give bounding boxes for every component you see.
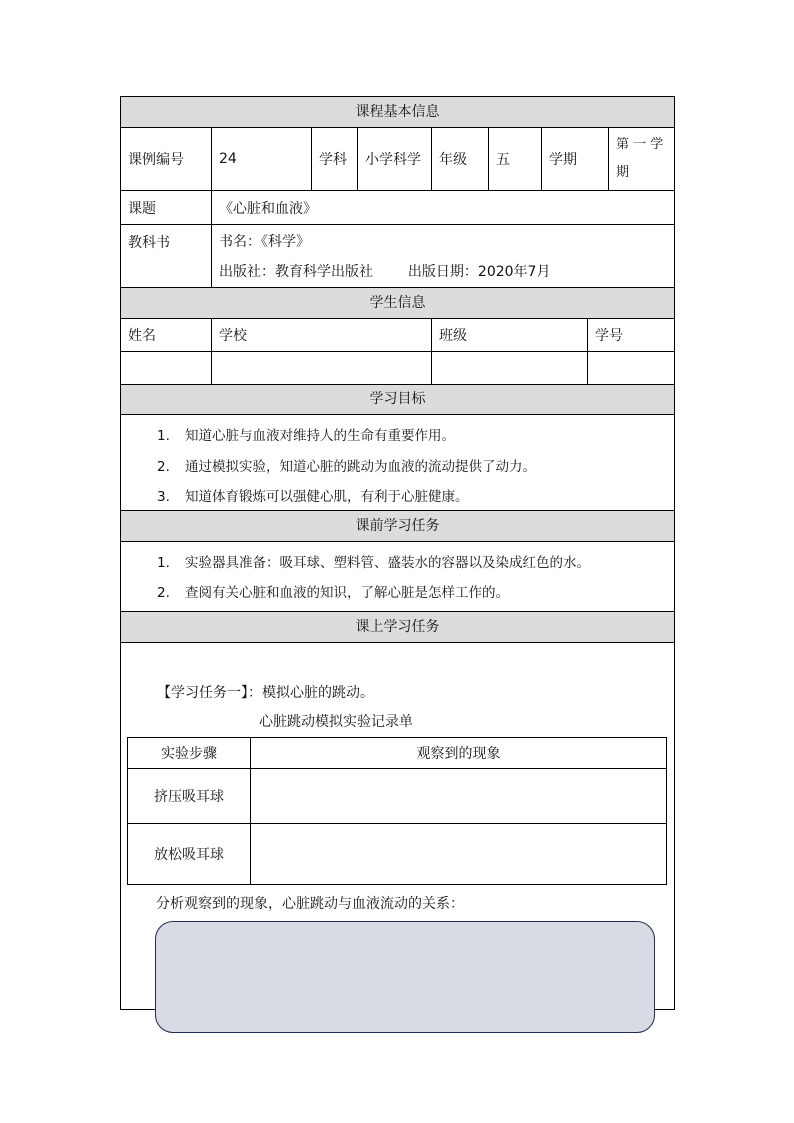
pre-task-text: 实验器具准备：吸耳球、塑料管、盛装水的容器以及染成红色的水。 [185,555,590,571]
subject-value: 小学科学 [358,128,432,190]
grade-label: 年级 [432,128,489,190]
goal-text: 通过模拟实验，知道心脏的跳动为血液的流动提供了动力。 [185,459,536,475]
school-label: 学校 [212,319,432,351]
textbook-label: 教科书 [121,225,212,287]
topic-row [121,191,674,225]
goals-body [121,415,674,511]
goals-header: 学习目标 [121,385,674,415]
record-sheet-title: 心脏跳动模拟实验记录单 [259,714,413,730]
goal-text: 知道心脏与血液对维持人的生命有重要作用。 [185,428,455,444]
case-no-value: 24 [212,128,312,190]
step-squeeze: 挤压吸耳球 [128,769,251,824]
col-header-observation: 观察到的现象 [251,738,667,769]
goal-number: 3. [157,489,170,505]
term-line-2: 期 [616,165,630,180]
term-line-1: 第 一 学 [616,137,664,152]
grade-value: 五 [489,128,542,190]
student-fields-row [121,352,674,385]
school-field[interactable] [212,352,432,384]
goal-item [157,455,536,475]
publisher-line [219,261,674,281]
name-field[interactable] [121,352,212,384]
analysis-prompt: 分析观察到的现象，心脏跳动与血液流动的关系： [156,896,464,912]
case-no-label: 课例编号 [121,128,212,190]
experiment-record-table [127,737,667,885]
task-one-title: 【学习任务一】：模拟心脏的跳动。 [157,685,374,701]
course-info-header: 课程基本信息 [121,97,674,128]
step-release: 放松吸耳球 [128,824,251,885]
goal-number: 1. [157,428,170,444]
class-tasks-header: 课上学习任务 [121,612,674,643]
observation-cell[interactable] [251,824,667,885]
topic-label: 课题 [121,191,212,224]
pre-task-number: 1. [157,555,170,571]
class-label: 班级 [432,319,588,351]
goal-item [157,485,469,505]
table-header-row [128,738,667,769]
name-label: 姓名 [121,319,212,351]
term-label: 学期 [542,128,609,190]
textbook-value [212,225,674,287]
pre-tasks-body [121,542,674,612]
col-header-step: 实验步骤 [128,738,251,769]
goal-number: 2. [157,459,170,475]
textbook-row [121,225,674,288]
topic-value: 《心脏和血液》 [219,200,317,217]
goal-item [157,424,455,444]
pre-tasks-header: 课前学习任务 [121,511,674,542]
class-field[interactable] [432,352,588,384]
goal-text: 知道体育锻炼可以强健心肌，有利于心脏健康。 [185,489,469,505]
student-id-label: 学号 [595,328,623,344]
subject-label: 学科 [312,128,358,190]
analysis-answer-box[interactable] [155,921,655,1033]
student-labels-row [121,319,674,352]
student-id-field[interactable] [588,352,674,384]
publisher: 出版社：教育科学出版社 [219,264,373,280]
pre-task-text: 查阅有关心脏和血液的知识，了解心脏是怎样工作的。 [185,585,509,601]
pre-task-number: 2. [157,585,170,601]
pre-task-item [157,551,590,571]
observation-cell[interactable] [251,769,667,824]
student-info-header: 学生信息 [121,288,674,319]
course-meta-row [121,128,674,191]
table-row [128,769,667,824]
table-row [128,824,667,885]
publish-date: 出版日期：2020年7月 [407,264,551,280]
term-value [609,128,674,190]
book-name: 书名：《科学》 [219,234,310,250]
pre-task-item [157,581,509,601]
